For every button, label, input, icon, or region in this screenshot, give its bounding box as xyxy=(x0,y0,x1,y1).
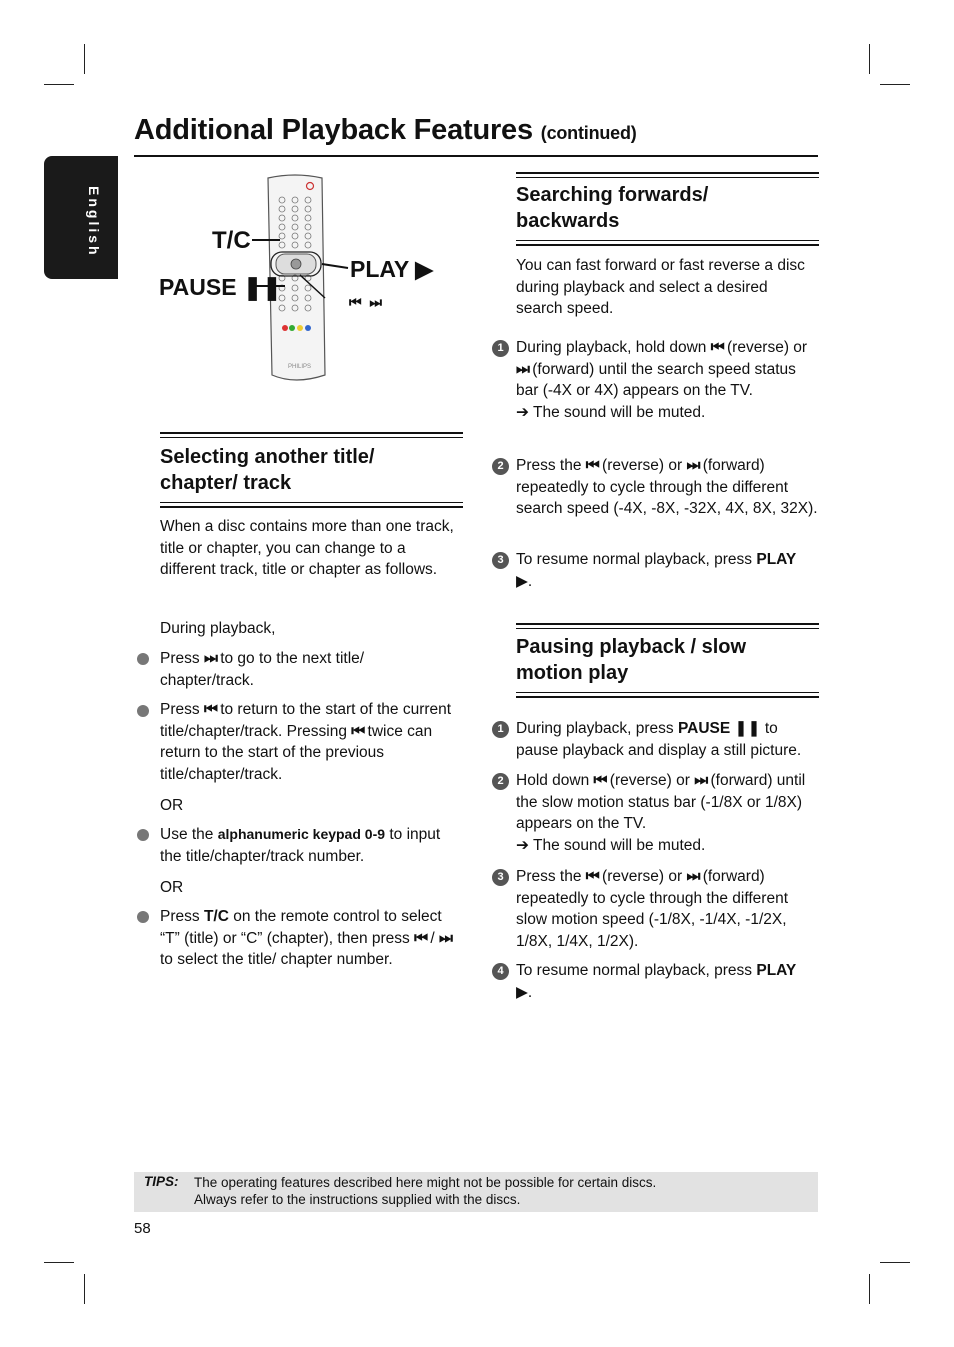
prev-icon: ⏮ xyxy=(710,339,723,356)
next-icon: ⏭ xyxy=(516,360,528,378)
crop-mark xyxy=(880,84,910,85)
step-number: 1 xyxy=(492,340,509,357)
section-title: Searching forwards/ backwards xyxy=(516,184,709,232)
step-number: 3 xyxy=(492,552,509,569)
step-text: To resume normal playback, press PLAY ▶. xyxy=(516,551,796,590)
language-label: English xyxy=(86,186,102,258)
list-item: Use the alphanumeric keypad 0-9 to input the title/chapter/track number. xyxy=(160,826,441,865)
step-number: 4 xyxy=(492,963,509,980)
play-icon: ▶ xyxy=(415,256,433,282)
page-number: 58 xyxy=(134,1220,151,1237)
intro-text: When a disc contains more than one track, title or chapter, you can change to a different track, title or chapter as follows. xyxy=(160,518,454,578)
next-icon: ⏭ xyxy=(686,868,699,885)
note-text: ➔ The sound will be muted. xyxy=(516,403,706,421)
section-rule xyxy=(160,502,463,508)
prev-icon: ⏮ xyxy=(593,772,606,789)
remote-brand: PHILIPS xyxy=(288,364,312,370)
next-icon: ⏭ xyxy=(694,772,707,789)
intro-text: You can fast forward or fast reverse a disc during playback and select a desired search speed. xyxy=(516,257,805,317)
bullet-dot xyxy=(137,653,149,665)
page-title: Additional Playback Features (continued) xyxy=(134,114,637,146)
tips-label: TIPS: xyxy=(144,1174,179,1189)
section-rule xyxy=(516,623,819,629)
during-text: During playback, xyxy=(160,620,276,637)
next-icon: ⏭ xyxy=(438,929,451,947)
pause-callout: PAUSE ❚❚ xyxy=(159,274,282,300)
crop-mark xyxy=(869,1274,870,1304)
continued-label: (continued) xyxy=(540,123,637,143)
step-number: 2 xyxy=(492,773,509,790)
next-icon: ⏭ xyxy=(369,294,382,310)
step-text: During playback, press PAUSE ❚❚ to pause playback and display a still picture. xyxy=(516,720,802,759)
prev-icon: ⏮ xyxy=(351,722,364,740)
section-rule xyxy=(516,240,819,246)
play-callout: PLAY ▶ xyxy=(350,256,433,282)
crop-mark xyxy=(44,1262,74,1263)
list-item: Press ⏭ to go to the next title/ chapter/track. xyxy=(160,650,365,689)
step-text: Press the ⏮ (reverse) or ⏭ (forward) repeatedly to cycle through the different slow motion speed (-1/8X, -1/4X, -1/2X, 1/8X, 1/4X, 1/2X). xyxy=(516,868,788,950)
note-text: ➔ The sound will be muted. xyxy=(516,836,706,854)
section-title: Selecting another title/ chapter/ track xyxy=(160,446,375,494)
step-text: During playback, hold down ⏮ (reverse) or ⏭ (forward) until the search speed status bar (-4X or 4X) appears on the TV. ➔ The sound will be muted. xyxy=(516,339,808,421)
prev-icon: ⏮ xyxy=(349,294,362,310)
step-number: 2 xyxy=(492,458,509,475)
pause-icon: ❚❚ xyxy=(242,274,282,300)
step-text: Press the ⏮ (reverse) or ⏭ (forward) repeatedly to cycle through the different search speed (-4X, -8X, -32X, 4X, 8X, 32X). xyxy=(516,457,818,517)
title-rule xyxy=(134,155,818,157)
skip-callout xyxy=(349,294,382,311)
list-item: Press T/C on the remote control to select “T” (title) or “C” (chapter), then press ⏮ / ⏭ to select the title/ chapter number. xyxy=(160,908,451,968)
crop-mark xyxy=(84,1274,85,1304)
section-rule xyxy=(160,432,463,438)
crop-mark xyxy=(869,44,870,74)
bullet-dot xyxy=(137,705,149,717)
step-text: To resume normal playback, press PLAY ▶. xyxy=(516,962,796,1001)
tips-box xyxy=(134,1172,818,1212)
step-number: 3 xyxy=(492,869,509,886)
next-icon: ⏭ xyxy=(203,650,216,667)
prev-icon: ⏮ xyxy=(414,929,427,947)
section-rule xyxy=(516,172,819,178)
crop-mark xyxy=(880,1262,910,1263)
prev-icon: ⏮ xyxy=(585,868,598,885)
crop-mark xyxy=(44,84,74,85)
language-tab xyxy=(44,156,118,279)
prev-icon: ⏮ xyxy=(203,701,216,718)
list-item: Press ⏮ to return to the start of the current title/chapter/track. Pressing ⏮ twice can return to the start of the previous title/chapter/track. xyxy=(160,701,452,783)
step-number: 1 xyxy=(492,721,509,738)
section-rule xyxy=(516,692,819,698)
or-text: OR xyxy=(160,879,184,896)
step-text: Hold down ⏮ (reverse) or ⏭ (forward) until the slow motion status bar (-1/8X or 1/8X) appears on the TV. ➔ The sound will be muted. xyxy=(516,772,806,854)
prev-icon: ⏮ xyxy=(585,457,598,474)
bullet-dot xyxy=(137,911,149,923)
tc-callout: T/C xyxy=(212,227,251,254)
bullet-dot xyxy=(137,829,149,841)
tips-text: The operating features described here might not be possible for certain discs. Always refer to the instructions supplied with the discs. xyxy=(194,1175,657,1207)
crop-mark xyxy=(84,44,85,74)
next-icon: ⏭ xyxy=(686,457,699,474)
or-text: OR xyxy=(160,797,184,814)
section-title: Pausing playback / slow motion play xyxy=(516,636,747,684)
